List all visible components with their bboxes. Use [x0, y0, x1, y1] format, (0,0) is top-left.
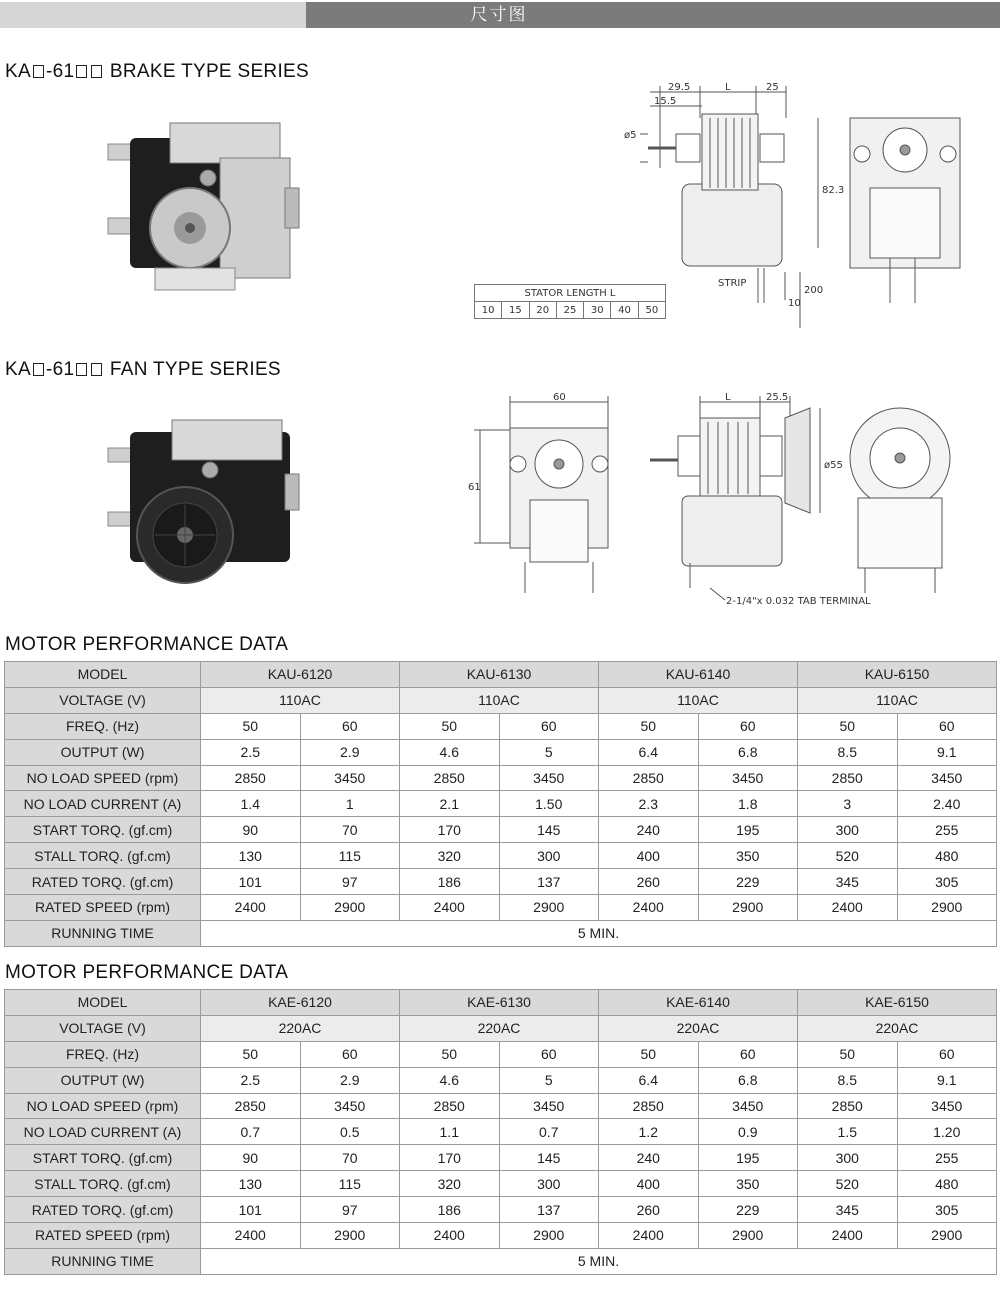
table-cell: 5 [499, 739, 599, 765]
dim-61: 61 [468, 482, 481, 493]
table-cell: 255 [897, 817, 997, 843]
table-cell: 2.1 [400, 791, 500, 817]
model-header: KAU-6150 [798, 662, 997, 688]
table-cell: 130 [201, 843, 301, 869]
table-cell: 3450 [698, 1093, 798, 1119]
model-header: KAU-6120 [201, 662, 400, 688]
fan-heading-suffix: FAN TYPE SERIES [109, 359, 281, 380]
stator-length-table [474, 284, 666, 319]
table-cell: 195 [698, 1145, 798, 1171]
table-row [5, 1223, 997, 1249]
voltage-cell: 110AC [201, 687, 400, 713]
table-cell: 50 [400, 1041, 500, 1067]
fan-series-heading [5, 359, 281, 381]
row-label: OUTPUT (W) [5, 1067, 201, 1093]
table-cell: 3450 [499, 1093, 599, 1119]
table-row [5, 791, 997, 817]
table-cell: 520 [798, 1171, 898, 1197]
table-cell: 1.5 [798, 1119, 898, 1145]
table-row [5, 1041, 997, 1067]
table-cell: 2400 [798, 895, 898, 921]
fan-motor-photo [100, 410, 310, 590]
row-label: RUNNING TIME [5, 1248, 201, 1274]
table-2-title: MOTOR PERFORMANCE DATA [5, 962, 289, 983]
running-time-cell: 5 MIN. [201, 920, 997, 946]
table-cell: 8.5 [798, 739, 898, 765]
row-label: FREQ. (Hz) [5, 713, 201, 739]
table-cell: 50 [798, 1041, 898, 1067]
table-cell: 400 [599, 1171, 699, 1197]
table-cell: 5 [499, 1067, 599, 1093]
row-label: VOLTAGE (V) [5, 687, 201, 713]
model-header: KAE-6150 [798, 990, 997, 1016]
table-cell: 400 [599, 843, 699, 869]
table-cell: 6.4 [599, 739, 699, 765]
table-cell: 2400 [201, 1223, 301, 1249]
table-cell: 50 [201, 1041, 301, 1067]
row-label: STALL TORQ. (gf.cm) [5, 843, 201, 869]
table-cell: 300 [499, 1171, 599, 1197]
table-cell: 70 [300, 817, 400, 843]
table-cell: 60 [300, 713, 400, 739]
table-cell: 137 [499, 1197, 599, 1223]
placeholder-box-icon [91, 65, 102, 78]
table-cell: 2900 [300, 1223, 400, 1249]
strip-label: STRIP [718, 278, 747, 289]
table-cell: 240 [599, 817, 699, 843]
stator-length-title: STATOR LENGTH L [475, 285, 666, 302]
table-cell: 9.1 [897, 1067, 997, 1093]
table-cell: 130 [201, 1171, 301, 1197]
table-cell: 8.5 [798, 1067, 898, 1093]
table-cell: 170 [400, 1145, 500, 1171]
table-cell: 2900 [698, 1223, 798, 1249]
table-cell: 60 [499, 1041, 599, 1067]
table-cell: 60 [698, 1041, 798, 1067]
table-cell: 90 [201, 1145, 301, 1171]
stator-length-value: 30 [584, 302, 611, 319]
voltage-cell: 220AC [400, 1015, 599, 1041]
table-cell: 3450 [300, 1093, 400, 1119]
row-label: MODEL [5, 662, 201, 688]
table-cell: 145 [499, 817, 599, 843]
table-cell: 255 [897, 1145, 997, 1171]
fan-heading-mid: -61 [45, 359, 75, 380]
row-label: RATED TORQ. (gf.cm) [5, 1197, 201, 1223]
table-cell: 50 [798, 713, 898, 739]
dim-10: 10 [788, 298, 801, 309]
table-cell: 1.20 [897, 1119, 997, 1145]
table-cell: 3450 [897, 765, 997, 791]
dim-L: L [725, 392, 731, 403]
table-cell: 186 [400, 1197, 500, 1223]
table-cell: 3450 [300, 765, 400, 791]
table-cell: 70 [300, 1145, 400, 1171]
stator-length-value: 10 [475, 302, 502, 319]
fan-dimension-drawing [460, 388, 960, 613]
table-cell: 2900 [897, 895, 997, 921]
table-row [5, 1145, 997, 1171]
table-cell: 2.9 [300, 739, 400, 765]
table-cell: 2850 [201, 1093, 301, 1119]
dim-25: 25 [766, 82, 779, 93]
table-cell: 0.5 [300, 1119, 400, 1145]
table-cell: 305 [897, 1197, 997, 1223]
row-label: NO LOAD SPEED (rpm) [5, 765, 201, 791]
table-cell: 2850 [201, 765, 301, 791]
table-row [5, 990, 997, 1016]
voltage-cell: 110AC [599, 687, 798, 713]
table-cell: 60 [300, 1041, 400, 1067]
brake-heading-prefix: KA [5, 61, 31, 82]
dim-200: 200 [804, 285, 824, 296]
table-cell: 3450 [698, 765, 798, 791]
table-cell: 170 [400, 817, 500, 843]
row-label: NO LOAD CURRENT (A) [5, 791, 201, 817]
model-header: KAE-6140 [599, 990, 798, 1016]
table-cell: 2400 [798, 1223, 898, 1249]
dim-15-5: 15.5 [654, 96, 677, 107]
table-cell: 50 [599, 1041, 699, 1067]
table-cell: 2400 [599, 895, 699, 921]
table-cell: 300 [798, 1145, 898, 1171]
table-cell: 2.5 [201, 739, 301, 765]
table-row [5, 869, 997, 895]
table-cell: 9.1 [897, 739, 997, 765]
table-row [5, 843, 997, 869]
row-label: STALL TORQ. (gf.cm) [5, 1171, 201, 1197]
table-cell: 2850 [599, 765, 699, 791]
table-cell: 1.2 [599, 1119, 699, 1145]
brake-heading-mid: -61 [45, 61, 75, 82]
table-cell: 195 [698, 817, 798, 843]
dim-29-5: 29.5 [668, 82, 691, 93]
voltage-cell: 220AC [599, 1015, 798, 1041]
table-cell: 2850 [599, 1093, 699, 1119]
table-cell: 345 [798, 1197, 898, 1223]
table-cell: 2850 [400, 765, 500, 791]
table-cell: 2900 [499, 1223, 599, 1249]
model-header: KAE-6130 [400, 990, 599, 1016]
stator-length-value: 25 [556, 302, 583, 319]
table-cell: 2.40 [897, 791, 997, 817]
header-bar-left [0, 2, 306, 28]
table-cell: 345 [798, 869, 898, 895]
row-label: FREQ. (Hz) [5, 1041, 201, 1067]
voltage-cell: 110AC [798, 687, 997, 713]
running-time-cell: 5 MIN. [201, 1248, 997, 1274]
table-row [5, 1171, 997, 1197]
table-cell: 3450 [897, 1093, 997, 1119]
table-cell: 0.7 [201, 1119, 301, 1145]
table-cell: 2.3 [599, 791, 699, 817]
table-cell: 260 [599, 869, 699, 895]
model-header: KAE-6120 [201, 990, 400, 1016]
table-cell: 2.5 [201, 1067, 301, 1093]
table-cell: 97 [300, 869, 400, 895]
voltage-cell: 220AC [798, 1015, 997, 1041]
stator-length-value: 50 [638, 302, 665, 319]
table-cell: 4.6 [400, 1067, 500, 1093]
table-cell: 50 [201, 713, 301, 739]
row-label: START TORQ. (gf.cm) [5, 1145, 201, 1171]
table-cell: 6.4 [599, 1067, 699, 1093]
dim-shaft-diameter: ø5 [624, 130, 637, 141]
dim-60: 60 [553, 392, 566, 403]
brake-heading-suffix: BRAKE TYPE SERIES [109, 61, 309, 82]
table-cell: 350 [698, 843, 798, 869]
table-cell: 2400 [599, 1223, 699, 1249]
brake-motor-photo [100, 118, 310, 303]
voltage-cell: 220AC [201, 1015, 400, 1041]
table-cell: 4.6 [400, 739, 500, 765]
table-cell: 2850 [798, 765, 898, 791]
table-row [5, 1093, 997, 1119]
placeholder-box-icon [76, 363, 87, 376]
row-label: START TORQ. (gf.cm) [5, 817, 201, 843]
table-cell: 2900 [300, 895, 400, 921]
row-label: RATED SPEED (rpm) [5, 895, 201, 921]
table-cell: 101 [201, 1197, 301, 1223]
table-cell: 3450 [499, 765, 599, 791]
fan-heading-prefix: KA [5, 359, 31, 380]
model-header: KAU-6130 [400, 662, 599, 688]
row-label: RUNNING TIME [5, 920, 201, 946]
table-cell: 137 [499, 869, 599, 895]
table-cell: 6.8 [698, 739, 798, 765]
stator-length-value: 40 [611, 302, 638, 319]
table-row [5, 895, 997, 921]
table-row [5, 765, 997, 791]
table-cell: 350 [698, 1171, 798, 1197]
table-cell: 97 [300, 1197, 400, 1223]
table-cell: 115 [300, 843, 400, 869]
table-cell: 90 [201, 817, 301, 843]
row-label: MODEL [5, 990, 201, 1016]
table-cell: 520 [798, 843, 898, 869]
performance-table-kae [4, 989, 997, 1275]
table-cell: 2400 [400, 895, 500, 921]
table-row [5, 1119, 997, 1145]
voltage-cell: 110AC [400, 687, 599, 713]
table-cell: 300 [798, 817, 898, 843]
dim-L: L [725, 82, 731, 93]
table-cell: 240 [599, 1145, 699, 1171]
placeholder-box-icon [33, 363, 44, 376]
table-row [5, 1067, 997, 1093]
table-cell: 1.4 [201, 791, 301, 817]
table-cell: 186 [400, 869, 500, 895]
row-label: OUTPUT (W) [5, 739, 201, 765]
table-cell: 145 [499, 1145, 599, 1171]
table-cell: 320 [400, 1171, 500, 1197]
table-cell: 115 [300, 1171, 400, 1197]
table-cell: 2900 [698, 895, 798, 921]
table-row [5, 713, 997, 739]
table-cell: 229 [698, 1197, 798, 1223]
tab-terminal-label: 2-1/4"x 0.032 TAB TERMINAL [726, 596, 871, 607]
row-label: VOLTAGE (V) [5, 1015, 201, 1041]
placeholder-box-icon [91, 363, 102, 376]
table-cell: 1.50 [499, 791, 599, 817]
table-cell: 50 [599, 713, 699, 739]
table-cell: 60 [897, 1041, 997, 1067]
table-cell: 1.8 [698, 791, 798, 817]
row-label: NO LOAD CURRENT (A) [5, 1119, 201, 1145]
table-row [5, 1015, 997, 1041]
header-title: 尺寸图 [470, 5, 528, 24]
table-cell: 60 [698, 713, 798, 739]
table-cell: 229 [698, 869, 798, 895]
dim-fan-diameter: ø55 [824, 460, 843, 471]
table-row [5, 920, 997, 946]
table-cell: 320 [400, 843, 500, 869]
table-row [5, 687, 997, 713]
row-label: NO LOAD SPEED (rpm) [5, 1093, 201, 1119]
table-cell: 50 [400, 713, 500, 739]
table-row [5, 739, 997, 765]
table-cell: 2.9 [300, 1067, 400, 1093]
table-cell: 305 [897, 869, 997, 895]
table-cell: 0.9 [698, 1119, 798, 1145]
placeholder-box-icon [33, 65, 44, 78]
table-row [5, 1197, 997, 1223]
table-cell: 2900 [897, 1223, 997, 1249]
table-1-title: MOTOR PERFORMANCE DATA [5, 634, 289, 655]
table-cell: 2900 [499, 895, 599, 921]
row-label: RATED SPEED (rpm) [5, 1223, 201, 1249]
table-cell: 6.8 [698, 1067, 798, 1093]
header-bar [0, 0, 1000, 30]
stator-length-value: 20 [529, 302, 556, 319]
table-row [5, 817, 997, 843]
table-cell: 0.7 [499, 1119, 599, 1145]
table-row [5, 662, 997, 688]
dim-82-3: 82.3 [822, 185, 845, 196]
dim-25-5: 25.5 [766, 392, 789, 403]
row-label: RATED TORQ. (gf.cm) [5, 869, 201, 895]
table-cell: 2850 [798, 1093, 898, 1119]
model-header: KAU-6140 [599, 662, 798, 688]
placeholder-box-icon [76, 65, 87, 78]
table-cell: 60 [499, 713, 599, 739]
table-cell: 60 [897, 713, 997, 739]
table-cell: 101 [201, 869, 301, 895]
table-cell: 3 [798, 791, 898, 817]
table-cell: 2400 [400, 1223, 500, 1249]
table-cell: 1 [300, 791, 400, 817]
performance-table-kau [4, 661, 997, 947]
table-cell: 260 [599, 1197, 699, 1223]
table-cell: 480 [897, 1171, 997, 1197]
table-row [5, 1248, 997, 1274]
table-cell: 480 [897, 843, 997, 869]
table-cell: 2400 [201, 895, 301, 921]
brake-series-heading [5, 61, 309, 83]
stator-length-value: 15 [502, 302, 529, 319]
table-cell: 300 [499, 843, 599, 869]
table-cell: 2850 [400, 1093, 500, 1119]
table-cell: 1.1 [400, 1119, 500, 1145]
